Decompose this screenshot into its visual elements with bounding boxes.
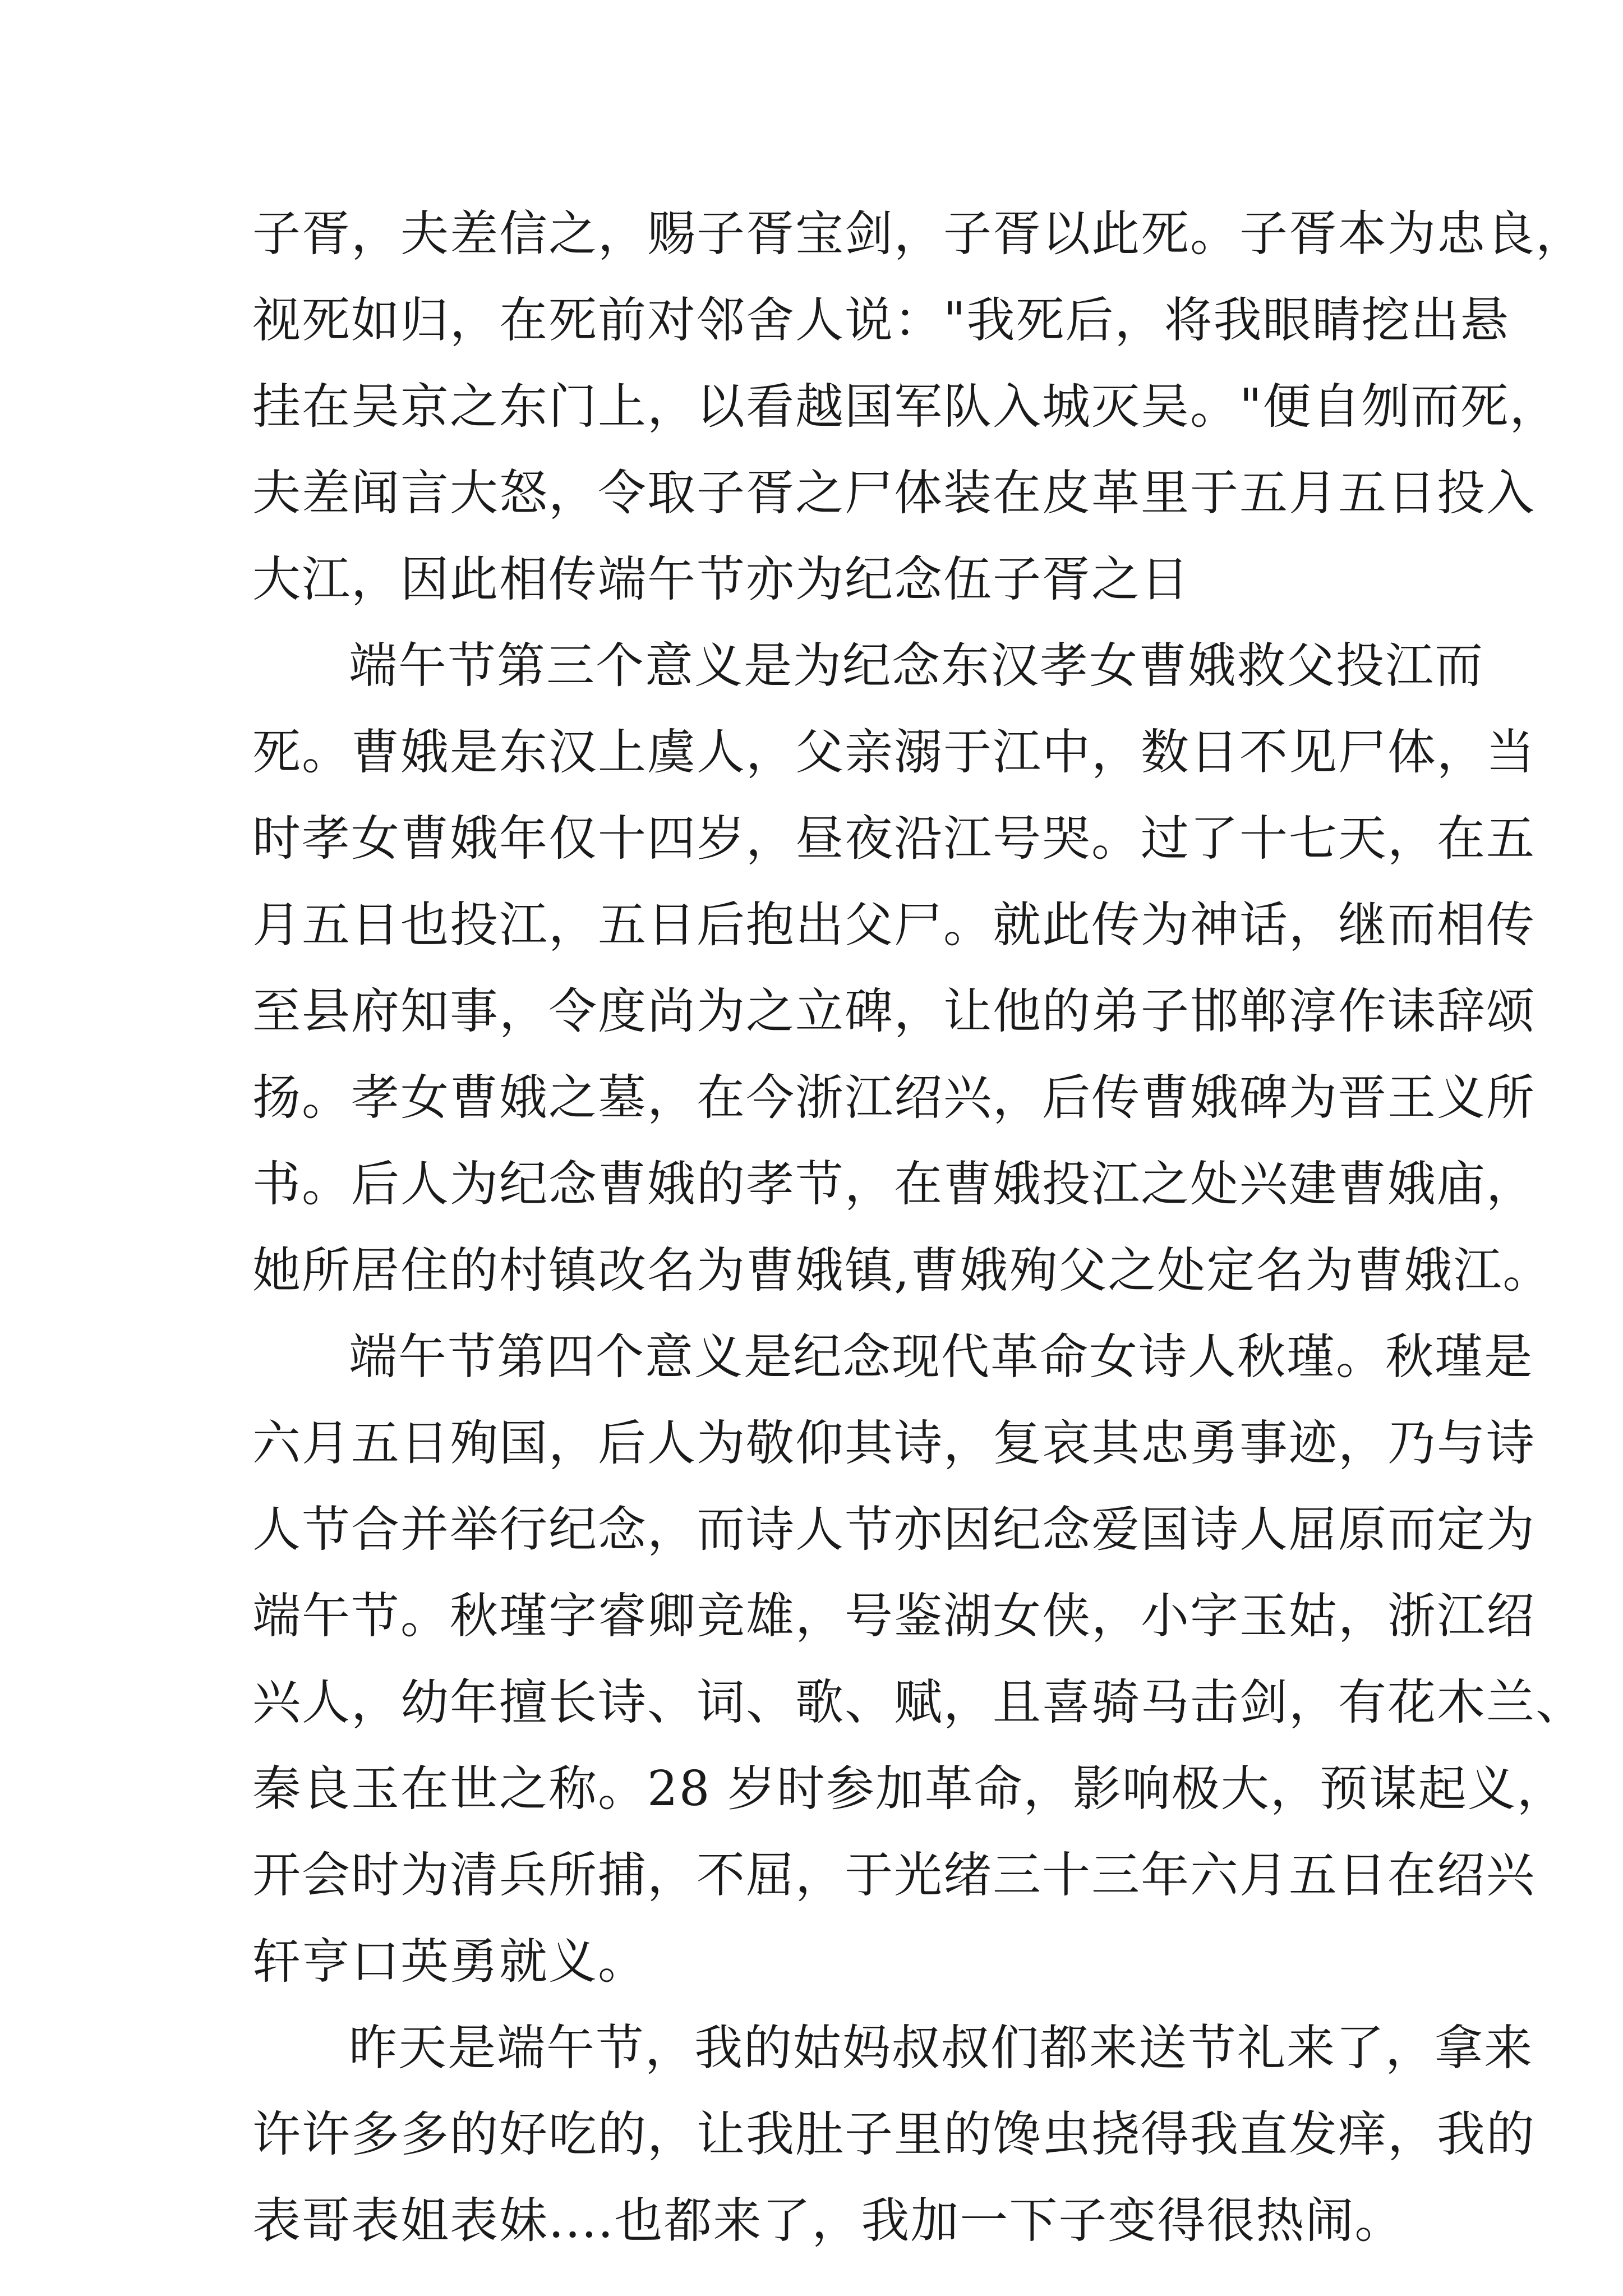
text-line: 夫差闻言大怒，令取子胥之尸体装在皮革里于五月五日投入	[252, 465, 1536, 521]
text-line: 视死如归，在死前对邻舍人说："我死后，将我眼睛挖出悬	[252, 292, 1510, 348]
text-line: 死。曹娥是东汉上虞人，父亲溺于江中，数日不见尸体，当	[252, 724, 1536, 780]
text-line: 挂在吴京之东门上，以看越国军队入城灭吴。"便自刎而死，	[252, 379, 1559, 435]
article-body	[252, 191, 1585, 2264]
text-line: 昨天是端午节，我的姑妈叔叔们都来送节礼来了，拿来	[349, 2020, 1533, 2076]
text-line: 秦良玉在世之称。28 岁时参加革命，影响极大，预谋起义，	[252, 1761, 1566, 1817]
text-line: 人节合并举行纪念，而诗人节亦因纪念爱国诗人屈原而定为	[252, 1502, 1536, 1558]
text-line: 扬。孝女曹娥之墓，在今浙江绍兴，后传曹娥碑为晋王义所	[252, 1070, 1536, 1126]
text-line: 六月五日殉国，后人为敬仰其诗，复哀其忠勇事迹，乃与诗	[252, 1415, 1536, 1471]
text-line: 大江，因此相传端午节亦为纪念伍子胥之日	[252, 551, 1190, 608]
text-line: 端午节。秋瑾字睿卿竞雄，号鉴湖女侠，小字玉姑，浙江绍	[252, 1588, 1536, 1644]
text-line: 端午节第四个意义是纪念现代革命女诗人秋瑾。秋瑾是	[349, 1329, 1533, 1385]
text-line: 开会时为清兵所捕，不屈，于光绪三十三年六月五日在绍兴	[252, 1847, 1536, 1903]
text-line: 她所居住的村镇改名为曹娥镇,曹娥殉父之处定名为曹娥江。	[252, 1243, 1552, 1299]
text-line: 书。后人为纪念曹娥的孝节，在曹娥投江之处兴建曹娥庙，	[252, 1156, 1536, 1212]
text-line: 至县府知事，令度尚为之立碑，让他的弟子邯郸淳作诔辞颂	[252, 983, 1536, 1039]
text-line: 端午节第三个意义是为纪念东汉孝女曹娥救父投江而	[349, 638, 1484, 694]
text-line: 兴人，幼年擅长诗、词、歌、赋，且喜骑马击剑，有花木兰、	[252, 1674, 1585, 1731]
paragraph-wu-zixu	[252, 191, 1585, 623]
paragraph-cao-e	[252, 623, 1552, 1314]
text-line: 时孝女曹娥年仅十四岁，昼夜沿江号哭。过了十七天，在五	[252, 811, 1536, 867]
paragraph-yesterday	[252, 2005, 1536, 2264]
text-line: 轩亨口英勇就义。	[252, 1934, 647, 1990]
paragraph-qiu-jin	[252, 1314, 1585, 2005]
text-line: 表哥表姐表妹....也都来了，我加一下子变得很热闹。	[252, 2193, 1404, 2249]
text-line: 许许多多的好吃的，让我肚子里的馋虫挠得我直发痒，我的	[252, 2106, 1536, 2162]
text-line: 月五日也投江，五日后抱出父尸。就此传为神话，继而相传	[252, 897, 1536, 953]
text-line: 子胥，夫差信之，赐子胥宝剑，子胥以此死。子胥本为忠良，	[252, 206, 1585, 262]
